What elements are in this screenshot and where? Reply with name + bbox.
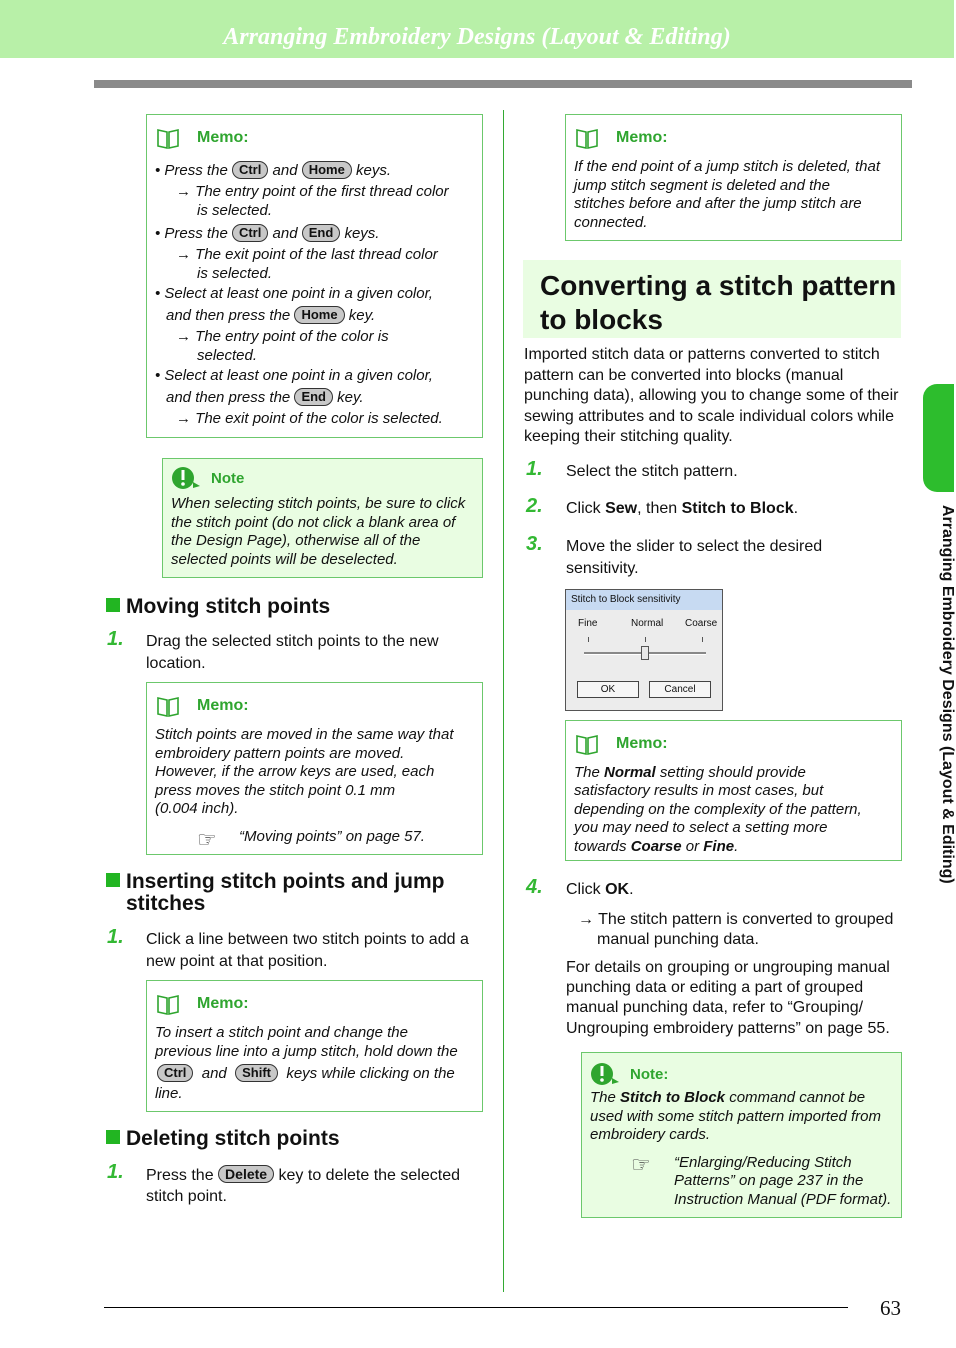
ctrl-key: Ctrl xyxy=(157,1064,193,1082)
memo-header xyxy=(156,125,249,151)
step-text: Move the slider to select the desired xyxy=(566,538,823,555)
memo-box-normal xyxy=(565,720,902,861)
reference-link[interactable]: “Enlarging/Reducing Stitch xyxy=(674,1154,852,1171)
note-line: selected points will be deselected. xyxy=(171,551,398,568)
header-rule xyxy=(94,80,912,88)
memo-box-jump xyxy=(565,114,902,241)
step-number: 1. xyxy=(107,926,124,948)
memo-line: embroidery pattern points are moved. xyxy=(155,745,405,762)
step-text: Click Sew, then Stitch to Block. xyxy=(566,500,799,517)
slider-tick xyxy=(645,637,646,642)
header-banner xyxy=(0,0,954,58)
memo-label: Memo: xyxy=(616,129,668,146)
memo-line: is selected. xyxy=(197,265,273,282)
memo-line: connected. xyxy=(574,214,648,231)
step-text: Select the stitch pattern. xyxy=(566,463,738,480)
square-bullet-icon xyxy=(106,873,120,887)
details-line: For details on grouping or ungrouping manual xyxy=(566,959,890,976)
memo-book-icon xyxy=(575,126,599,150)
memo-line: However, if the arrow keys are used, each xyxy=(155,763,435,780)
memo-line: line. xyxy=(155,1085,183,1102)
memo-book-icon xyxy=(156,992,180,1016)
reference-link[interactable]: Instruction Manual (PDF format). xyxy=(674,1191,892,1208)
memo-line: To insert a stitch point and change the xyxy=(155,1024,408,1041)
memo-line: Ctrl and Shift keys while clicking on the xyxy=(157,1064,455,1083)
step-number: 2. xyxy=(526,495,543,517)
intro-line: keeping their stitching quality. xyxy=(524,428,733,445)
note-header xyxy=(171,465,244,491)
memo-line: depending on the complexity of the pattern, xyxy=(574,801,862,818)
step-text: Click a line between two stitch points to add a xyxy=(146,931,469,948)
memo-line: is selected. xyxy=(197,202,273,219)
note-label: Note xyxy=(211,469,245,487)
memo-line: → The exit point of the last thread color xyxy=(176,246,438,263)
memo-line: → The exit point of the color is selected. xyxy=(176,410,443,427)
step-text: new point at that position. xyxy=(146,953,328,970)
memo-label: Memo: xyxy=(197,697,249,714)
note-label: Note: xyxy=(630,1065,669,1083)
fine-label: Fine xyxy=(578,618,598,629)
memo-line: stitches before and after the jump stitch are xyxy=(574,195,862,212)
memo-label: Memo: xyxy=(197,129,249,146)
column-divider xyxy=(503,110,504,1292)
step-number: 1. xyxy=(526,458,543,480)
section-heading-deleting: Deleting stitch points xyxy=(106,1128,340,1150)
memo-line: → The entry point of the color is xyxy=(176,328,389,345)
memo-line: selected. xyxy=(197,347,258,364)
warning-icon xyxy=(171,466,201,490)
memo-line: and then press the End key. xyxy=(166,389,364,406)
step-text: Drag the selected stitch points to the new xyxy=(146,633,439,650)
slider-tick xyxy=(588,637,589,642)
details-line: Ungrouping embroidery patterns” on page 55. xyxy=(566,1020,890,1037)
ok-button[interactable]: OK xyxy=(577,681,639,698)
memo-box-moving xyxy=(146,682,483,855)
memo-line: If the end point of a jump stitch is deleted, that xyxy=(574,158,881,175)
memo-line: The Normal setting should provide xyxy=(574,764,806,781)
section-heading-moving: Moving stitch points xyxy=(106,596,330,618)
square-bullet-icon xyxy=(106,1130,120,1144)
memo-line: you may need to select a setting more xyxy=(574,819,828,836)
coarse-label: Coarse xyxy=(685,618,718,629)
normal-label: Normal xyxy=(631,618,664,629)
section-heading-inserting-cont: stitches xyxy=(126,892,206,915)
intro-line: Imported stitch data or patterns converted to stitch xyxy=(524,346,880,363)
end-key: End xyxy=(302,224,341,242)
result-text: → The stitch pattern is converted to grouped xyxy=(578,911,894,928)
square-bullet-icon xyxy=(106,598,120,612)
page-header-title: Arranging Embroidery Designs (Layout & Editing) xyxy=(223,24,731,50)
memo-header xyxy=(156,991,249,1017)
intro-line: sewing attributes and to scale individual colors while xyxy=(524,408,894,425)
step-text: location. xyxy=(146,655,206,672)
note-line: the Design Page), otherwise all of the xyxy=(171,532,421,549)
memo-line: previous line into a jump stitch, hold down the xyxy=(155,1043,458,1060)
chapter-section-header xyxy=(523,260,901,338)
step-text: Press the Delete key to delete the selected xyxy=(146,1166,460,1184)
ctrl-key: Ctrl xyxy=(232,224,268,242)
note-header xyxy=(590,1061,668,1087)
page-number: 63 xyxy=(880,1296,901,1320)
end-key: End xyxy=(294,388,333,406)
reference-link[interactable]: Patterns” on page 237 in the xyxy=(674,1172,864,1189)
memo-line: • Press the Ctrl and Home keys. xyxy=(155,162,392,179)
memo-line: → The entry point of the first thread color xyxy=(176,183,449,200)
note-line: embroidery cards. xyxy=(590,1126,711,1143)
side-chapter-tab xyxy=(923,384,954,492)
memo-header xyxy=(575,731,668,757)
cancel-button[interactable]: Cancel xyxy=(649,681,711,698)
shift-key: Shift xyxy=(235,1064,278,1082)
memo-line: satisfactory results in most cases, but xyxy=(574,782,824,799)
result-text: manual punching data. xyxy=(597,931,759,948)
step-number: 4. xyxy=(526,876,543,898)
note-line: The Stitch to Block command cannot be xyxy=(590,1089,866,1106)
note-line: the stitch point (do not click a blank area of xyxy=(171,514,456,531)
slider-thumb[interactable] xyxy=(641,646,649,660)
note-line: When selecting stitch points, be sure to click xyxy=(171,495,466,512)
intro-line: pattern can be converted into blocks (manual xyxy=(524,367,844,384)
home-key: Home xyxy=(302,161,352,179)
step-text: sensitivity. xyxy=(566,560,639,577)
sensitivity-dialog xyxy=(565,589,723,711)
step-number: 1. xyxy=(107,628,124,650)
memo-header xyxy=(575,125,668,151)
memo-book-icon xyxy=(156,694,180,718)
memo-book-icon xyxy=(575,732,599,756)
memo-line: • Select at least one point in a given color, xyxy=(155,285,433,302)
dialog-title: Stitch to Block sensitivity xyxy=(566,590,722,610)
memo-label: Memo: xyxy=(197,995,249,1012)
step-text: stitch point. xyxy=(146,1188,227,1205)
reference-link[interactable]: “Moving points” on page 57. xyxy=(239,828,425,845)
memo-line: • Select at least one point in a given color, xyxy=(155,367,433,384)
reference-hand-icon: ☞ xyxy=(197,827,217,852)
memo-box-keys xyxy=(146,114,483,438)
reference-hand-icon: ☞ xyxy=(631,1152,651,1177)
home-key: Home xyxy=(294,306,344,324)
warning-icon xyxy=(590,1062,620,1086)
step-text: Click OK. xyxy=(566,881,634,898)
memo-box-inserting xyxy=(146,980,483,1112)
memo-line: (0.004 inch). xyxy=(155,800,239,817)
note-line: used with some stitch pattern imported from xyxy=(590,1108,881,1125)
slider-tick xyxy=(702,637,703,642)
side-chapter-label: Arranging Embroidery Designs (Layout & Editing) xyxy=(939,505,956,884)
step-number: 3. xyxy=(526,533,543,555)
memo-line: towards Coarse or Fine. xyxy=(574,838,739,855)
memo-line: • Press the Ctrl and End keys. xyxy=(155,225,380,242)
step-number: 1. xyxy=(107,1161,124,1183)
section-heading-inserting: Inserting stitch points and jump xyxy=(106,871,445,893)
ctrl-key: Ctrl xyxy=(232,161,268,179)
delete-key: Delete xyxy=(218,1165,274,1183)
memo-line: jump stitch segment is deleted and the xyxy=(574,177,830,194)
section-title: Converting a stitch pattern to blocks xyxy=(540,270,897,335)
intro-line: punching data), allowing you to change some of their xyxy=(524,387,899,404)
memo-line: press moves the stitch point 0.1 mm xyxy=(155,782,396,799)
memo-line: and then press the Home key. xyxy=(166,307,376,324)
note-box-stitch-to-block xyxy=(581,1052,902,1218)
note-box-deselect xyxy=(162,458,483,578)
details-line: punching data or editing a part of grouped xyxy=(566,979,864,996)
memo-header xyxy=(156,693,249,719)
memo-book-icon xyxy=(156,126,180,150)
details-line: manual punching data, refer to “Grouping/ xyxy=(566,999,864,1016)
memo-label: Memo: xyxy=(616,735,668,752)
footer-rule xyxy=(104,1307,848,1308)
memo-line: Stitch points are moved in the same way that xyxy=(155,726,454,743)
